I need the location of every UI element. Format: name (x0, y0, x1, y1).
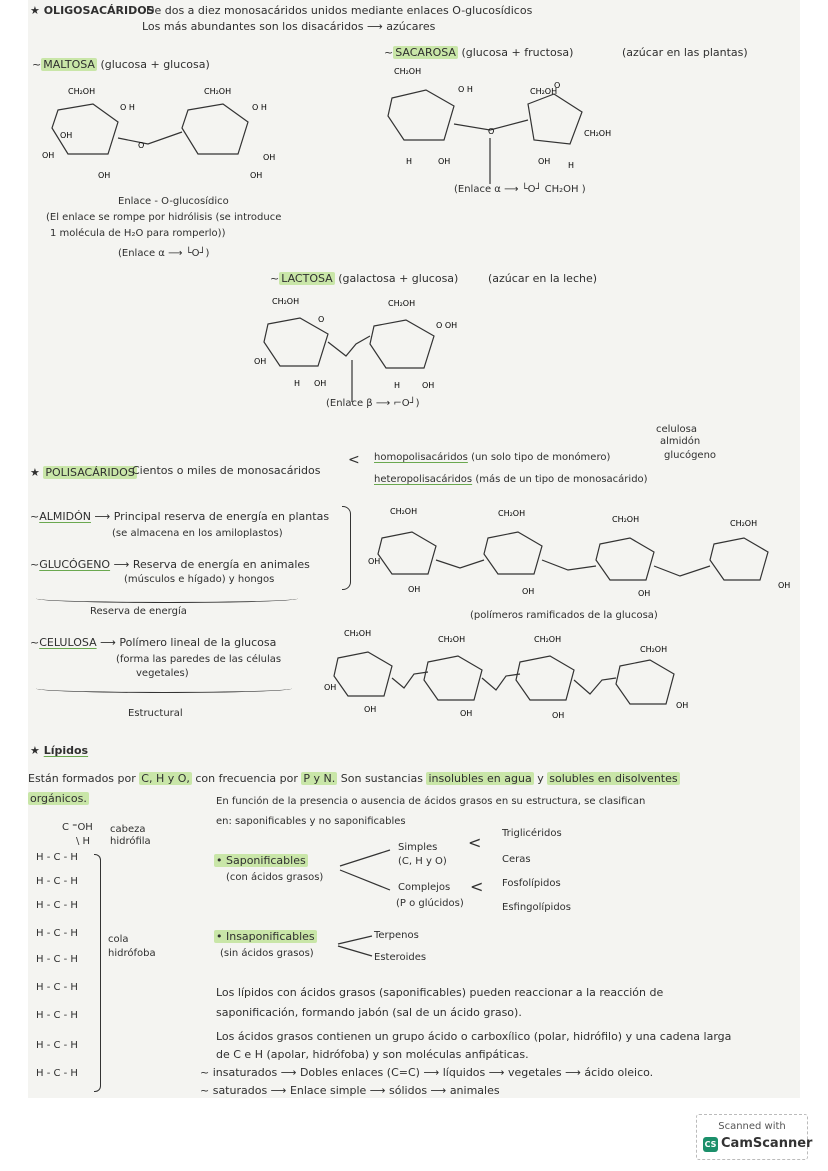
poli-homo: homopolisacáridos (un solo tipo de monómero) (374, 452, 611, 463)
hidrofoba-label: hidrófoba (108, 948, 156, 959)
svg-text:OH: OH (314, 379, 327, 388)
svg-text:OH: OH (552, 711, 565, 720)
svg-text:OH: OH (60, 131, 73, 140)
oligo-definition: De dos a diez monosacáridos unidos mediante enlaces O-glucosídicos (146, 4, 533, 17)
svg-text:H: H (294, 379, 301, 388)
sacarosa-desc: (azúcar en las plantas) (622, 46, 748, 59)
svg-text:OH: OH (778, 581, 791, 590)
acidos-grasos-line-2: de C e H (apolar, hidrófoba) y son moléculas anfipáticas. (216, 1048, 529, 1061)
esfingolipidos-label: Esfingolípidos (502, 902, 571, 913)
svg-text:OH: OH (408, 585, 421, 594)
ramificado-structure (368, 504, 798, 604)
svg-text:OH: OH (42, 151, 55, 160)
chain-row: H - C - H (36, 928, 78, 939)
insaponificables-desc: (sin ácidos grasos) (220, 948, 314, 959)
svg-text:O H: O H (458, 85, 473, 94)
insaponificables-label: • Insaponificables (216, 930, 315, 943)
chain-row: H - C - H (36, 1040, 78, 1051)
oligo-disacaridos: Los más abundantes son los disacáridos ⟶ azúcares (142, 20, 436, 33)
svg-text:H: H (568, 161, 575, 170)
glucogeno-desc: (músculos e hígado) y hongos (124, 574, 275, 585)
svg-text:OH: OH (364, 705, 377, 714)
simples-desc: (C, H y O) (398, 856, 447, 867)
saponificables-desc: (con ácidos grasos) (226, 872, 324, 883)
chain-row: H - C - H (36, 852, 78, 863)
svg-text:OH: OH (460, 709, 473, 718)
trigliceridos-label: Triglicéridos (502, 828, 562, 839)
svg-text:OH: OH (368, 557, 381, 566)
chain-row: H - C - H (36, 1068, 78, 1079)
svg-text:CH₂OH: CH₂OH (730, 519, 758, 528)
saponificacion-line-1: Los lípidos con ácidos grasos (saponificables) pueden reaccionar a la reacción de (216, 986, 664, 999)
simples-label: Simples (398, 842, 438, 853)
svg-text:CH₂OH: CH₂OH (390, 507, 418, 516)
maltosa-enlace: Enlace - O-glucosídico (118, 196, 229, 207)
svg-text:H: H (394, 381, 401, 390)
chain-row: H - C - H (36, 900, 78, 911)
poli-branch-glyph: < (348, 452, 360, 468)
acidos-grasos-line-1: Los ácidos grasos contienen un grupo ácido o carboxílico (polar, hidrófilo) y una cadena larga (216, 1030, 732, 1043)
saponificables-label: • Saponificables (216, 854, 306, 867)
sacarosa-heading: ~ SACAROSA (glucosa + fructosa) (384, 46, 574, 59)
hidrofila-label: hidrófila (110, 836, 151, 847)
insaturados-line: ~ insaturados ⟶ Dobles enlaces (C=C) ⟶ líquidos ⟶ vegetales ⟶ ácido oleico. (200, 1066, 654, 1079)
section-oligosacaridos-title: ★ OLIGOSACÁRIDOS (30, 4, 155, 17)
svg-text:OH: OH (522, 587, 535, 596)
ceras-label: Ceras (502, 854, 531, 865)
almidon-desc: (se almacena en los amiloplastos) (112, 528, 283, 539)
complejos-desc: (P o glúcidos) (396, 898, 464, 909)
fosfolipidos-label: Fosfolípidos (502, 878, 561, 889)
svg-text:OH: OH (254, 357, 267, 366)
lipidos-clasif-1: En función de la presencia o ausencia de ácidos grasos en su estructura, se clasifican (216, 796, 646, 807)
svg-text:O: O (488, 127, 495, 136)
estructural-brace (36, 684, 292, 693)
celulosa-structure (324, 626, 744, 726)
lactosa-structure (254, 294, 484, 394)
complejos-label: Complejos (398, 882, 451, 893)
camscanner-logo-icon: CS (703, 1137, 718, 1152)
poli-example-celulosa: celulosa (656, 424, 698, 435)
svg-text:CH₂OH: CH₂OH (344, 629, 372, 638)
lipidos-clasif-2: en: saponificables y no saponificables (216, 816, 406, 827)
svg-text:O: O (138, 141, 145, 150)
simples-branch-glyph: < (468, 833, 482, 852)
reserva-label: Reserva de energía (90, 606, 187, 617)
section-lipidos-title: ★ Lípidos (30, 744, 89, 757)
maltosa-note-2: 1 molécula de H₂O para romperlo)) (50, 228, 226, 239)
chain-row: H - C - H (36, 982, 78, 993)
svg-text:CH₂OH: CH₂OH (272, 297, 300, 306)
svg-text:OH: OH (676, 701, 689, 710)
svg-text:CH₂OH: CH₂OH (388, 299, 416, 308)
maltosa-note-3: (Enlace α ⟶ └O┘) (118, 248, 210, 259)
saturados-line: ~ saturados ⟶ Enlace simple ⟶ sólidos ⟶ animales (200, 1084, 500, 1097)
svg-text:CH₂OH: CH₂OH (498, 509, 526, 518)
svg-text:CH₂OH: CH₂OH (438, 635, 466, 644)
scanned-with-text: Scanned with (718, 1121, 786, 1132)
svg-text:H: H (406, 157, 413, 166)
svg-text:O OH: O OH (436, 321, 458, 330)
lipidos-intro: Están formados por C, H y O, con frecuencia por P y N. Son sustancias insolubles en agua y solubles en disolventes (28, 772, 678, 785)
acid-group-h: \ H (76, 836, 91, 847)
glucogeno-heading: ~GLUCÓGENO ⟶ Reserva de energía en animales (30, 558, 310, 571)
svg-text:CH₂OH: CH₂OH (394, 67, 422, 76)
svg-text:CH₂OH: CH₂OH (584, 129, 612, 138)
camscanner-watermark (696, 1114, 813, 1160)
poli-example-almidon: almidón (660, 436, 701, 447)
svg-text:OH: OH (263, 153, 276, 162)
svg-text:OH: OH (538, 157, 551, 166)
reserva-brace (36, 594, 298, 603)
terpenos-label: Terpenos (374, 930, 419, 941)
chain-row: H - C - H (36, 954, 78, 965)
chain-row: H - C - H (36, 1010, 78, 1021)
almidon-heading: ~ALMIDÓN ⟶ Principal reserva de energía en plantas (30, 510, 330, 523)
svg-text:CH₂OH: CH₂OH (530, 87, 558, 96)
insapon-arrows (338, 932, 378, 960)
section-polisacaridos-title: ★ POLISACÁRIDOS (30, 466, 135, 479)
sacarosa-enlace: (Enlace α ⟶ └O┘ CH₂OH ) (454, 184, 586, 195)
saponificacion-line-2: saponificación, formando jabón (sal de un ácido graso). (216, 1006, 522, 1019)
almidon-glucogeno-brace (342, 506, 351, 590)
ramificados-caption: (polímeros ramificados de la glucosa) (470, 610, 658, 621)
svg-text:O H: O H (252, 103, 267, 112)
acid-group-top: C ⁼OH (62, 822, 93, 833)
cola-brace (94, 854, 101, 1092)
svg-text:O H: O H (120, 103, 135, 112)
lactosa-heading: ~ LACTOSA (galactosa + glucosa) (270, 272, 459, 285)
celulosa-desc-1: (forma las paredes de las células (116, 654, 282, 665)
maltosa-note-1: (El enlace se rompe por hidrólisis (se introduce (46, 212, 282, 223)
sacarosa-structure (378, 64, 658, 174)
complejos-branch-glyph: < (470, 877, 484, 896)
svg-text:CH₂OH: CH₂OH (640, 645, 668, 654)
svg-text:OH: OH (422, 381, 435, 390)
maltosa-structure (38, 82, 298, 182)
svg-text:OH: OH (438, 157, 451, 166)
camscanner-brand: CamScanner (721, 1136, 813, 1151)
svg-text:OH: OH (250, 171, 263, 180)
svg-text:CH₂OH: CH₂OH (612, 515, 640, 524)
celulosa-heading: ~CELULOSA ⟶ Polímero lineal de la glucosa (30, 636, 277, 649)
svg-text:CH₂OH: CH₂OH (68, 87, 96, 96)
poli-example-glucogeno: glucógeno (664, 450, 717, 461)
svg-text:O: O (554, 81, 561, 90)
svg-text:OH: OH (324, 683, 337, 692)
lipidos-intro-end: orgánicos. (30, 792, 87, 805)
maltosa-heading: ~ MALTOSA (glucosa + glucosa) (32, 58, 210, 71)
cabeza-label: cabeza (110, 824, 146, 835)
poli-definition: Cientos o miles de monosacáridos (132, 464, 321, 477)
svg-text:CH₂OH: CH₂OH (534, 635, 562, 644)
lactosa-desc: (azúcar en la leche) (488, 272, 598, 285)
svg-text:OH: OH (98, 171, 111, 180)
celulosa-desc-2: vegetales) (136, 668, 189, 679)
svg-text:OH: OH (638, 589, 651, 598)
notes-page (28, 0, 800, 1098)
chain-row: H - C - H (36, 876, 78, 887)
svg-text:O: O (318, 315, 325, 324)
cola-label: cola (108, 934, 129, 945)
svg-text:CH₂OH: CH₂OH (204, 87, 232, 96)
lactosa-enlace: (Enlace β ⟶ ⌐O┘) (326, 398, 420, 409)
estructural-label: Estructural (128, 708, 183, 719)
poli-hetero: heteropolisacáridos (más de un tipo de monosacárido) (374, 474, 648, 485)
esteroides-label: Esteroides (374, 952, 427, 963)
